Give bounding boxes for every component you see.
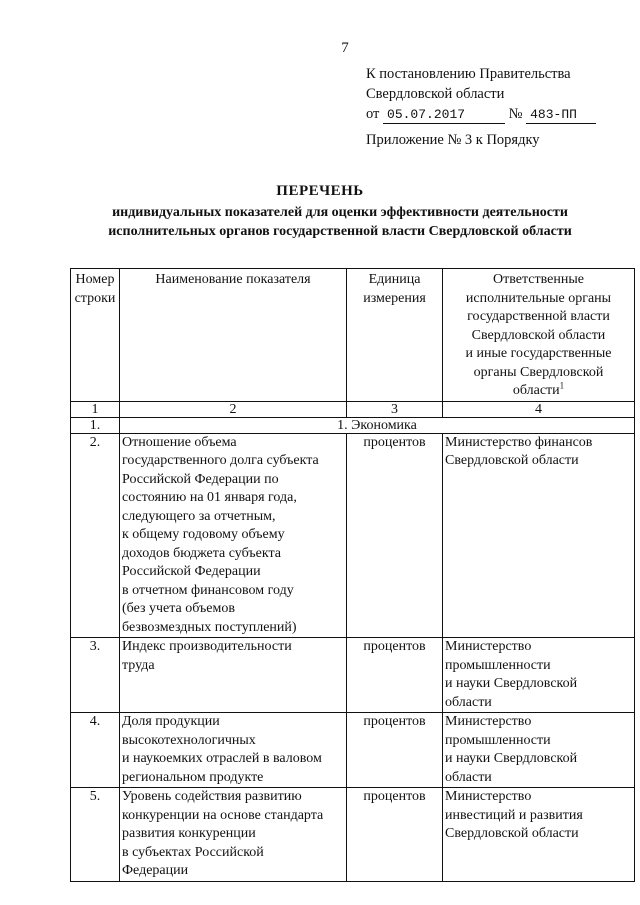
name-line: труда — [122, 657, 155, 673]
name-line: государственного долга субъекта — [122, 453, 319, 468]
row-num: 4. — [71, 713, 120, 788]
name-line: региональном продукте — [122, 769, 264, 785]
resp-line: Министерство — [445, 714, 532, 729]
name-line: следующего за отчетным, — [122, 508, 276, 524]
header-name: Наименование показателя — [120, 269, 347, 402]
name-line: конкуренции на основе стандарта — [122, 807, 324, 823]
row-responsible — [443, 638, 635, 713]
approval-number: 483-ПП — [526, 107, 596, 124]
row-num: 5. — [71, 788, 120, 882]
name-line: доходов бюджета субъекта — [122, 545, 281, 561]
row-responsible — [443, 713, 635, 788]
approval-date: 05.07.2017 — [383, 107, 505, 124]
name-line: Доля продукции — [122, 714, 220, 729]
resp-line: Министерство финансов — [445, 434, 593, 450]
indicators-table — [70, 268, 635, 882]
header-unit-line: Единица — [368, 272, 421, 287]
column-number: 1 — [71, 401, 120, 417]
resp-line: Министерство — [445, 639, 532, 654]
section-num: 1. — [71, 417, 120, 433]
row-indicator-name — [120, 713, 347, 788]
number-prefix: № — [508, 106, 523, 122]
header-unit-line: измерения — [363, 290, 426, 306]
name-line: состоянию на 01 января года, — [122, 490, 297, 505]
row-num: 2. — [71, 433, 120, 638]
section-row — [71, 417, 635, 433]
name-line: Индекс производительности — [122, 639, 292, 654]
name-line: (без учета объемов — [122, 601, 235, 616]
name-line: Федерации — [122, 863, 189, 878]
name-line: высокотехнологичных — [122, 732, 256, 748]
approval-line-2: Свердловской области — [366, 86, 505, 102]
row-indicator-name — [120, 638, 347, 713]
row-unit: процентов — [347, 788, 443, 882]
header-num-line: Номер — [75, 272, 115, 287]
subtitle-line-2: исполнительных органов государственной власти Свердловской области — [108, 224, 572, 239]
header-unit — [347, 269, 443, 402]
resp-line: Министерство — [445, 789, 532, 804]
page-number: 7 — [341, 40, 349, 56]
resp-line: области — [445, 769, 492, 785]
row-indicator-name — [120, 433, 347, 638]
name-line: Российской Федерации по — [122, 471, 279, 487]
header-resp-line: государственной власти — [467, 309, 610, 324]
name-line: и наукоемких отраслей в валовом — [122, 751, 322, 766]
header-resp-line — [445, 382, 632, 401]
header-resp-line: органы Свердловской — [473, 364, 604, 380]
table-row — [71, 713, 635, 788]
row-unit: процентов — [347, 713, 443, 788]
subtitle-line-1: индивидуальных показателей для оценки эффективности деятельности — [112, 205, 568, 220]
name-line: к общему годовому объему — [122, 527, 285, 542]
name-line: безвозмездных поступлений) — [122, 619, 297, 635]
column-number: 3 — [347, 401, 443, 417]
name-line: развития конкуренции — [122, 826, 256, 841]
resp-line: промышленности — [445, 657, 551, 673]
section-label: 1. Экономика — [120, 417, 635, 433]
document-title: ПЕРЕЧЕНЬ — [276, 183, 364, 199]
row-indicator-name — [120, 788, 347, 882]
resp-line: и науки Свердловской — [445, 676, 578, 691]
approval-line-1: К постановлению Правительства — [366, 66, 571, 82]
header-responsible — [443, 269, 635, 402]
header-num-line: строки — [74, 290, 116, 306]
column-numbers-row — [71, 401, 635, 417]
table-row — [71, 433, 635, 638]
resp-line: области — [445, 694, 492, 710]
header-resp-line: Ответственные — [493, 272, 584, 287]
name-line: Российской Федерации — [122, 564, 261, 579]
name-line: Уровень содействия развитию — [122, 789, 302, 804]
name-line: в субъектах Российской — [122, 844, 264, 860]
row-responsible — [443, 788, 635, 882]
name-line: Отношение объема — [122, 434, 237, 450]
resp-line: и науки Свердловской — [445, 751, 578, 766]
appendix-label: Приложение № 3 к Порядку — [366, 132, 540, 148]
resp-line: Свердловской области — [445, 453, 579, 468]
footnote-marker: 1 — [559, 380, 565, 391]
resp-line: инвестиций и развития — [445, 807, 583, 823]
approval-date-line — [366, 104, 596, 124]
header-resp-line: Свердловской области — [471, 327, 606, 343]
approval-block — [366, 64, 596, 124]
table-row — [71, 788, 635, 882]
resp-line: промышленности — [445, 732, 551, 748]
header-resp-last: области — [512, 383, 560, 398]
row-unit: процентов — [347, 638, 443, 713]
column-number: 4 — [443, 401, 635, 417]
date-prefix: от — [366, 106, 380, 122]
header-num — [71, 269, 120, 402]
name-line: в отчетном финансовом году — [122, 582, 294, 598]
header-resp-line: и иные государственные — [465, 346, 612, 361]
row-responsible — [443, 433, 635, 638]
row-unit: процентов — [347, 433, 443, 638]
table-row — [71, 638, 635, 713]
resp-line: Свердловской области — [445, 826, 579, 841]
column-number: 2 — [120, 401, 347, 417]
row-num: 3. — [71, 638, 120, 713]
table-header-row — [71, 269, 635, 402]
document-subtitle — [40, 203, 640, 241]
header-resp-line: исполнительные органы — [465, 290, 612, 306]
